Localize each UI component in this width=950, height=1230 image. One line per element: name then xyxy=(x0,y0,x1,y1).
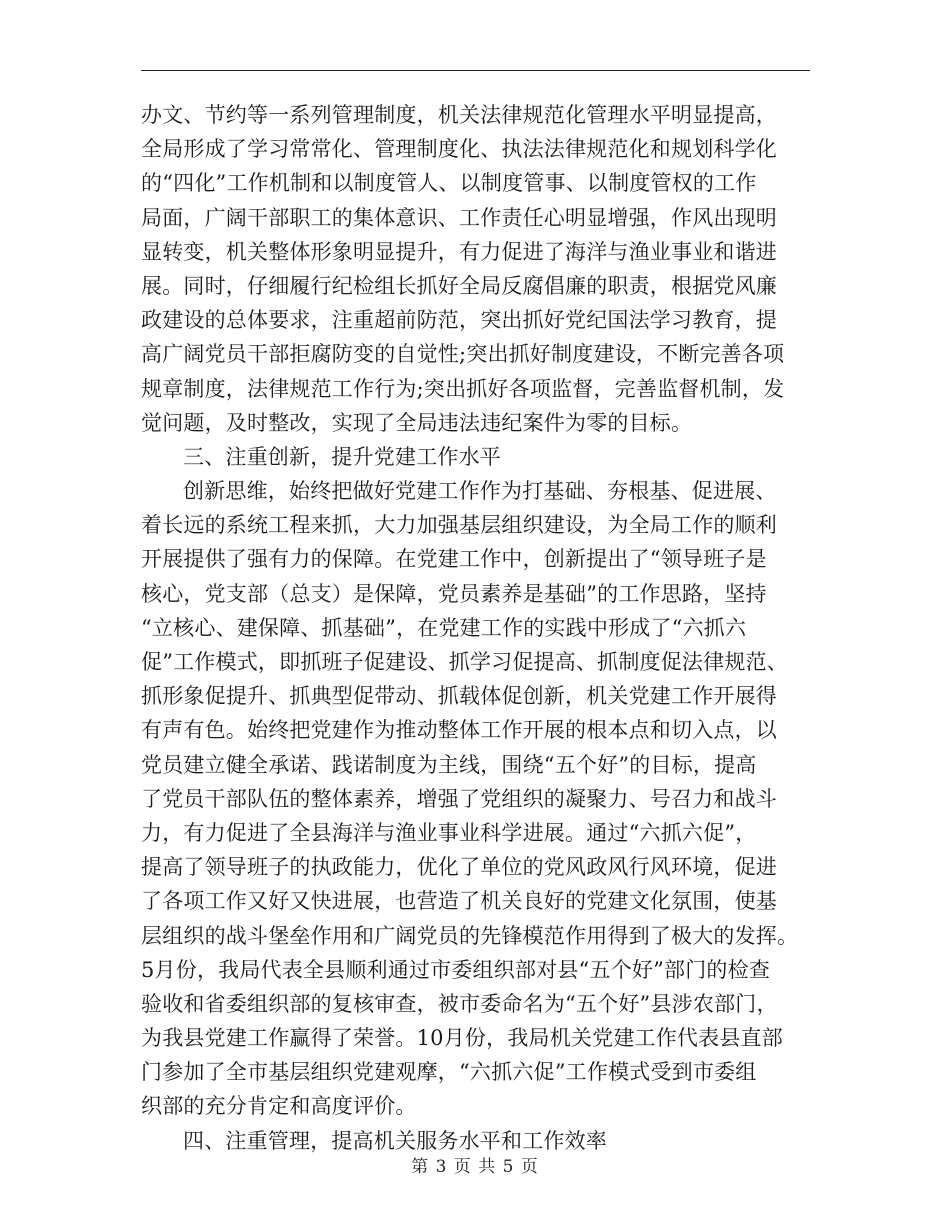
paragraph-line: 显转变，机关整体形象明显提升，有力促进了海洋与渔业事业和谐进 xyxy=(141,239,777,264)
paragraph-line: 5月份，我局代表全县顺利通过市委组织部对县“五个好”部门的检查 xyxy=(141,957,771,982)
paragraph-line: 为我县党建工作赢得了荣誉。10月份，我局机关党建工作代表县直部 xyxy=(141,1026,783,1051)
paragraph-line: 的“四化”工作机制和以制度管人、以制度管事、以制度管权的工作 xyxy=(141,171,757,196)
paragraph-line: 抓形象促提升、抓典型促带动、抓载体促创新，机关党建工作开展得 xyxy=(141,684,777,709)
section-line: 四、注重管理，提高机关服务水平和工作效率 xyxy=(183,1128,607,1153)
paragraph-line: 党员建立健全承诺、践诺制度为主线，围绕“五个好”的目标，提高 xyxy=(141,752,757,777)
header-rule xyxy=(141,70,810,71)
paragraph-line: 局面，广阔干部职工的集体意识、工作责任心明显增强，作风出现明 xyxy=(141,205,777,230)
paragraph-line: 验收和省委组织部的复核审查，被市委命名为“五个好”县涉农部门， xyxy=(141,991,778,1016)
paragraph-line: 提高了领导班子的执政能力，优化了单位的党风政风行风环境，促进 xyxy=(141,855,777,880)
paragraph-line: 核心，党支部（总支）是保障，党员素养是基础”的工作思路，坚持 xyxy=(141,581,767,606)
paragraph-line: 织部的充分肯定和高度评价。 xyxy=(141,1094,417,1119)
paragraph-line: 高广阔党员干部拒腐防变的自觉性;突出抓好制度建设，不断完善各项 xyxy=(141,342,785,367)
paragraph-line: 展。同时，仔细履行纪检组长抓好全局反腐倡廉的职责，根据党风廉 xyxy=(141,273,777,298)
paragraph-line: 政建设的总体要求，注重超前防范，突出抓好党纪国法学习教育，提 xyxy=(141,308,777,333)
section-line: 创新思维，始终把做好党建工作作为打基础、夯根基、促进展、 xyxy=(183,479,777,504)
paragraph-line: 促”工作模式，即抓班子促建设、抓学习促提高、抓制度促法律规范、 xyxy=(141,650,788,674)
section-line: 三、注重创新，提升党建工作水平 xyxy=(183,444,501,469)
paragraph-line: 规章制度，法律规范工作行为;突出抓好各项监督，完善监督机制，发 xyxy=(141,376,785,401)
paragraph-line: 力，有力促进了全县海洋与渔业事业科学进展。通过“六抓六促”， xyxy=(141,820,757,845)
paragraph-line: 了党员干部队伍的整体素养，增强了党组织的凝聚力、号召力和战斗 xyxy=(141,786,777,811)
paragraph-line: 层组织的战斗堡垒作用和广阔党员的先锋模范作用得到了极大的发挥。 xyxy=(141,923,799,948)
body-text xyxy=(141,98,816,1158)
paragraph-line: “立核心、建保障、抓基础”，在党建工作的实践中形成了“六抓六 xyxy=(141,615,747,640)
page-footer: 第 3 页 共 5 页 xyxy=(411,1157,539,1177)
paragraph-line: 着长远的系统工程来抓，大力加强基层组织建设，为全局工作的顺利 xyxy=(141,513,777,538)
paragraph-line: 有声有色。始终把党建作为推动整体工作开展的根本点和切入点，以 xyxy=(141,718,777,743)
paragraph-line: 办文、节约等一系列管理制度，机关法律规范化管理水平明显提高， xyxy=(141,103,777,127)
paragraph-line: 全局形成了学习常常化、管理制度化、执法法律规范化和规划科学化 xyxy=(141,137,777,162)
paragraph-line: 开展提供了强有力的保障。在党建工作中，创新提出了“领导班子是 xyxy=(141,547,767,572)
paragraph-line: 了各项工作又好又快进展，也营造了机关良好的党建文化氛围，使基 xyxy=(141,889,777,914)
paragraph-line: 门参加了全市基层组织党建观摩，“六抓六促”工作模式受到市委组 xyxy=(141,1060,757,1085)
paragraph-line: 觉问题，及时整改，实现了全局违法违纪案件为零的目标。 xyxy=(141,410,693,435)
